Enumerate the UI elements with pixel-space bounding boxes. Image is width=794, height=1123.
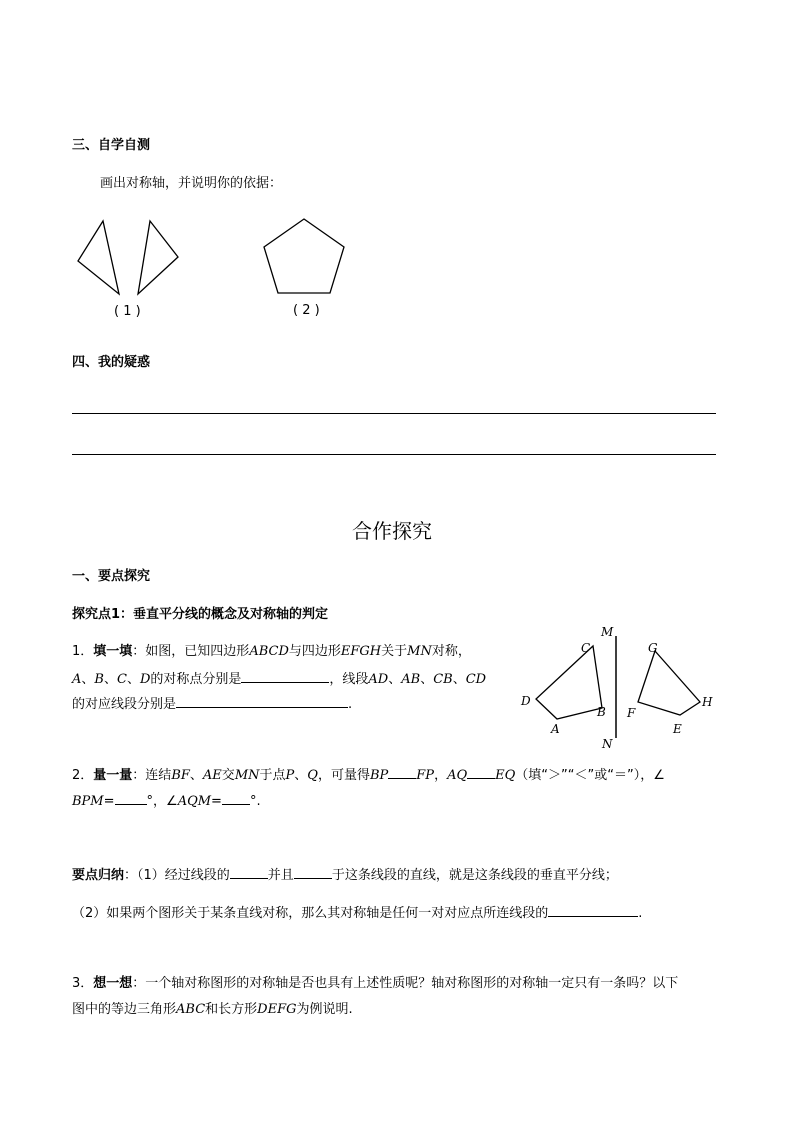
q1-efgh: EFGH: [340, 644, 382, 659]
q1-sep: 、: [103, 672, 117, 687]
summary-tag: 要点归纳: [72, 868, 125, 883]
quad-abcd: [536, 646, 602, 719]
q2-text: °.: [249, 794, 261, 809]
q2-sep: 、: [294, 768, 308, 783]
q1-number: 1．: [72, 644, 94, 659]
section3-instruction: 画出对称轴，并说明你的依据：: [100, 176, 283, 191]
reflection-figure: [515, 620, 725, 752]
summary-text: .: [638, 906, 643, 921]
q2-point: Q: [307, 768, 318, 783]
label-d: D: [521, 694, 531, 708]
q1-text: 的对应线段分别是: [72, 697, 177, 712]
q3-defg: DEFG: [257, 1002, 297, 1017]
q1-tag: 填一填: [93, 644, 133, 659]
summary-blank-2[interactable]: [294, 866, 332, 879]
q2-seg: EQ: [495, 768, 516, 783]
q2-blank-bpm[interactable]: [115, 792, 147, 805]
summary-line-2: [72, 904, 642, 920]
section4-heading: 四、我的疑惑: [72, 355, 151, 370]
q1-point: C: [116, 672, 127, 687]
summary-text: 于这条线段的直线，就是这条线段的垂直平分线；: [331, 868, 618, 883]
quad-efgh: [638, 651, 700, 715]
q2-seg: FP: [416, 768, 435, 783]
q2-text: ，可量得: [317, 768, 370, 783]
q1-text: 与四边形: [288, 644, 341, 659]
summary-line-1: [72, 866, 618, 882]
q1-abcd: ABCD: [249, 644, 289, 659]
q2-point: P: [285, 768, 295, 783]
q2-blank-aq-eq[interactable]: [467, 766, 495, 779]
q3-abc: ABC: [176, 1002, 206, 1017]
q1-sep: 、: [388, 672, 402, 687]
figure-2-label: ( 2 ): [293, 303, 320, 318]
q1-seg: AD: [368, 672, 389, 687]
q2-line-1: [72, 766, 665, 782]
label-c: C: [581, 641, 591, 655]
summary-blank-1[interactable]: [230, 866, 268, 879]
q2-number: 2．: [72, 768, 94, 783]
summary-text: （2）如果两个图形关于某条直线对称，那么其对称轴是任何一对对应点所连线段的: [72, 906, 549, 921]
section3-heading: 三、自学自测: [72, 138, 151, 153]
coop-subheading: 一、要点探究: [72, 569, 151, 584]
pentagon: [264, 219, 344, 293]
figure-1-kite-triangles: [72, 215, 187, 297]
q2-angle: AQM: [177, 794, 212, 809]
coop-title: 合作探究: [352, 519, 432, 543]
q3-line-1: [72, 977, 678, 990]
q1-point: A: [72, 672, 82, 687]
q2-text: =: [211, 794, 222, 809]
q1-seg: AB: [401, 672, 421, 687]
q3-text: ：一个轴对称图形的对称轴是否也具有上述性质呢？轴对称图形的对称轴一定只有一条吗？以下: [132, 976, 679, 991]
summary-text: 并且: [267, 868, 294, 883]
q1-text: 的对称点分别是: [150, 672, 242, 687]
q1-sep: 、: [420, 672, 434, 687]
q2-blank-bp-fp[interactable]: [388, 766, 416, 779]
label-b: B: [597, 705, 606, 719]
q2-line-2: [72, 792, 261, 808]
summary-text: ：（1）经过线段的: [124, 868, 230, 883]
q1-seg: CB: [433, 672, 453, 687]
q1-sep: 、: [126, 672, 140, 687]
q2-seg: AE: [202, 768, 222, 783]
q1-blank-points[interactable]: [241, 670, 329, 683]
q1-text: ：如图，已知四边形: [132, 644, 250, 659]
q1-blank-segments[interactable]: [176, 695, 348, 708]
label-e: E: [673, 722, 682, 736]
label-g: G: [648, 641, 658, 655]
q1-point: D: [139, 672, 151, 687]
figure-1-label: ( 1 ): [114, 304, 141, 319]
q1-text: 对称，: [431, 644, 471, 659]
left-triangle: [78, 221, 119, 294]
q2-sep: 、: [189, 768, 203, 783]
q1-mn: MN: [407, 644, 432, 659]
q3-number: 3．: [72, 976, 94, 991]
label-n: N: [602, 737, 613, 751]
q2-text: °，∠: [146, 794, 178, 809]
q3-text: 为例说明.: [296, 1002, 353, 1017]
label-m: M: [601, 625, 614, 639]
q2-hint: （填“＞”“＜”或“＝”），∠: [515, 768, 665, 783]
q1-sep: 、: [452, 672, 466, 687]
q2-seg: MN: [234, 768, 260, 783]
label-a: A: [551, 722, 560, 736]
label-h: H: [702, 695, 713, 709]
q3-line-2: [72, 1003, 353, 1016]
label-f: F: [627, 706, 636, 720]
q2-blank-aqm[interactable]: [222, 792, 250, 805]
right-triangle: [138, 221, 178, 294]
q3-text: 图中的等边三角形: [72, 1002, 177, 1017]
q2-text: =: [103, 794, 115, 809]
q1-line-3: [72, 695, 352, 711]
q1-seg: CD: [465, 672, 487, 687]
q2-text: 于点: [259, 768, 286, 783]
figure-2-pentagon: [260, 215, 350, 295]
q1-sep: 、: [81, 672, 95, 687]
answer-line-1: [72, 413, 716, 414]
q1-text: 关于: [381, 644, 408, 659]
q2-tag: 量一量: [93, 768, 133, 783]
q2-seg: BF: [171, 768, 190, 783]
q1-point: B: [94, 672, 104, 687]
q1-line-2: [72, 670, 486, 686]
q2-text: ，: [434, 768, 448, 783]
q2-text: ：连结: [132, 768, 172, 783]
summary-blank-3[interactable]: [548, 904, 638, 917]
q2-text: 交: [221, 768, 235, 783]
q2-seg: AQ: [447, 768, 468, 783]
point1-heading: 探究点1：垂直平分线的概念及对称轴的判定: [72, 607, 329, 622]
q3-tag: 想一想: [93, 976, 133, 991]
q3-text: 和长方形: [205, 1002, 258, 1017]
q1-text: ，线段: [329, 672, 369, 687]
q2-seg: BP: [369, 768, 389, 783]
q2-angle: BPM: [72, 794, 104, 809]
q1-text: .: [348, 697, 353, 712]
q1-line-1: [72, 645, 471, 658]
answer-line-2: [72, 454, 716, 455]
